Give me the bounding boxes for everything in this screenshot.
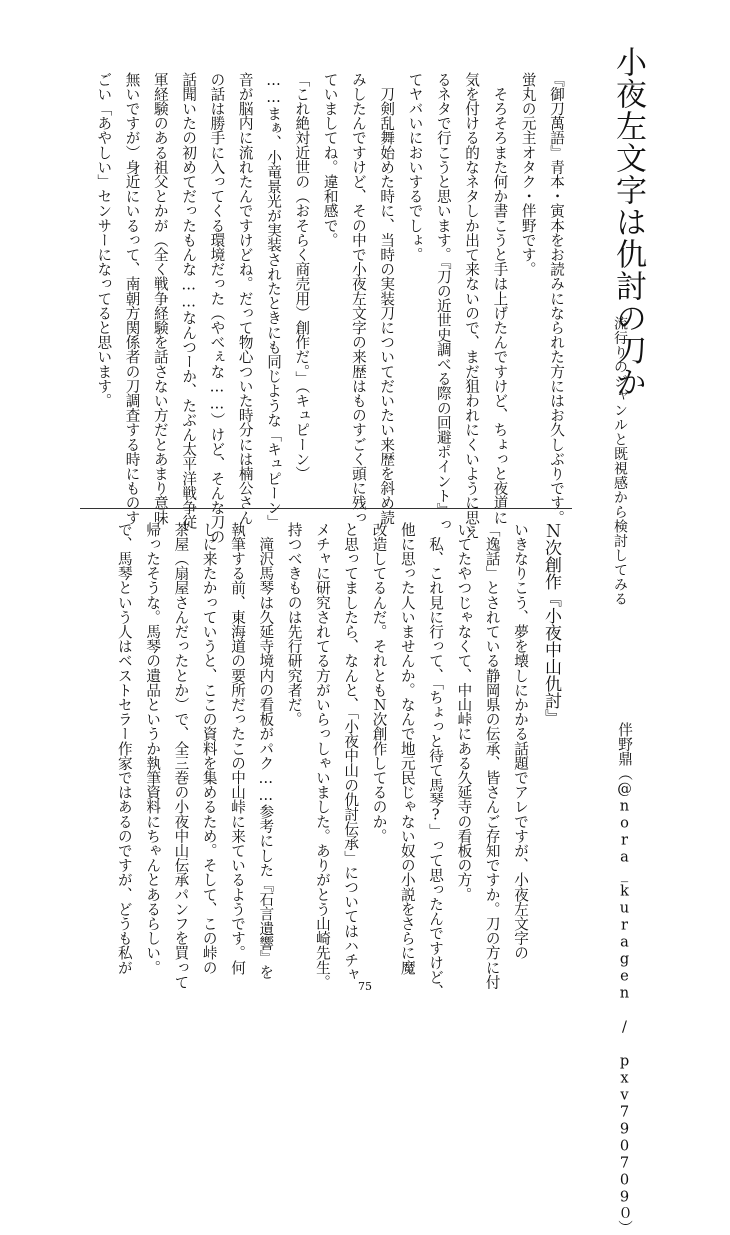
text-line: 持つべきものは先行研究者だ。 xyxy=(285,522,303,727)
text-line: 他に思った人いませんか。なんで地元民じゃない奴の小説をさらに魔 xyxy=(398,522,416,975)
author-credit: 伴野鼎（@nora_kuragen / pxv790709０） xyxy=(616,722,633,1235)
text-line: 刀剣乱舞始めた時に、当時の実装刀についてだいたい来歴を斜め読 xyxy=(378,72,396,525)
text-line: 「これ絶対近世の（おそらく商売用）創作だ。」（キュピーン） xyxy=(293,72,311,481)
text-line: 『御刀萬語』青本・寅本をお読みになられた方にはお久しぶりです。 xyxy=(548,72,565,525)
section-title: Ｎ次創作『小夜中山仇討』 xyxy=(541,522,561,726)
article1-body xyxy=(89,72,570,544)
text-line: 話聞いたの初めてだったもんな……なんつーか、たぶん太平洋戦争従 xyxy=(180,72,198,530)
article-title: 小夜左文字は仇討の刀か xyxy=(610,46,646,398)
text-line: の話は勝手に入ってくる環境だった（やべぇな……）けど、そんな刀の xyxy=(208,72,226,544)
text-line: 蛍丸の元主オタク・伴野です。 xyxy=(519,72,537,277)
text-line: 「逸話」とされている静岡県の伝承、皆さんご存知ですか。刀の方に付 xyxy=(483,522,501,990)
text-line: しに来たかっていうと、ここの資料を集めるため。そして、この峠の xyxy=(200,522,218,975)
text-line: 滝沢馬琴は久延寺境内の看板がパク……参考にした『石言遺響』を xyxy=(257,522,275,980)
text-line: と思ってましたら、なんと、「小夜中山の仇討伝承」についてはハチャ xyxy=(342,522,360,982)
text-line: 帰ったそうな。馬琴の遺品というか執筆資料にちゃんとあるらしい。 xyxy=(144,522,162,975)
text-line: 執筆する前、東海道の要所だったこの中山峠に来ているようです。何 xyxy=(229,522,247,975)
text-line: メチャに研究されてる方がいらっしゃいました。ありがとう山崎先生。 xyxy=(313,522,331,990)
text-line: 音が脳内に流れたんですけどね。だって物心ついた時分には楠公さん xyxy=(236,72,254,525)
text-line: いきなりこう、夢を壊しにかかる話題でアレですが、小夜左文字の xyxy=(512,522,529,960)
text-line: るネタで行こうと思います。『刀の近世史調べる際の回避ポイント』っ xyxy=(434,72,452,532)
article-subtitle: 流行りのジャンルと既視感から検討してみる xyxy=(612,316,628,606)
text-line: ……まぁ、小竜景光が実装されたときにも同じような「キュピーン」 xyxy=(265,72,283,530)
text-line: ていましてね。違和感で。 xyxy=(321,72,339,248)
text-line: みしたんですけど、その中で小夜左文字の来歴はものすごく頭に残っ xyxy=(349,72,367,525)
text-line: てヤバいにおいするでしょ。 xyxy=(406,72,424,262)
text-line: 気を付ける的なネタしか出て来ないので、まだ狙われにくいように思え xyxy=(463,72,481,540)
page-number: 75 xyxy=(358,980,372,993)
text-line: 無いですが）身近にいるって、南朝方関係者の刀調査する時にものす xyxy=(123,72,141,525)
text-line: ごい「あやしい」センサーになってると思います。 xyxy=(95,72,113,408)
text-line: 軍経験のある祖父とかが（全く戦争経験を話さない方だとあまり意味 xyxy=(151,72,169,525)
text-line: 茶屋（扇屋さんだったとか）で、全三巻の小夜中山伝承パンフを買って xyxy=(172,522,190,990)
text-line: そろそろまた何か書こうと手は上げたんですけど、ちょっと夜道に xyxy=(491,72,509,525)
text-line: で、馬琴という人はベストセラー作家ではあるのですが、どうも私が xyxy=(115,522,133,975)
text-line: いてたやつじゃなくて、中山峠にある久延寺の看板の方。 xyxy=(455,522,473,902)
section-divider xyxy=(80,508,572,509)
text-line: 改造してるんだ。それともＮ次創作してるのか。 xyxy=(370,522,388,844)
text-line: 私、これ見に行って、「ちょっと待て馬琴?」って思ったんですけど、 xyxy=(427,522,445,999)
